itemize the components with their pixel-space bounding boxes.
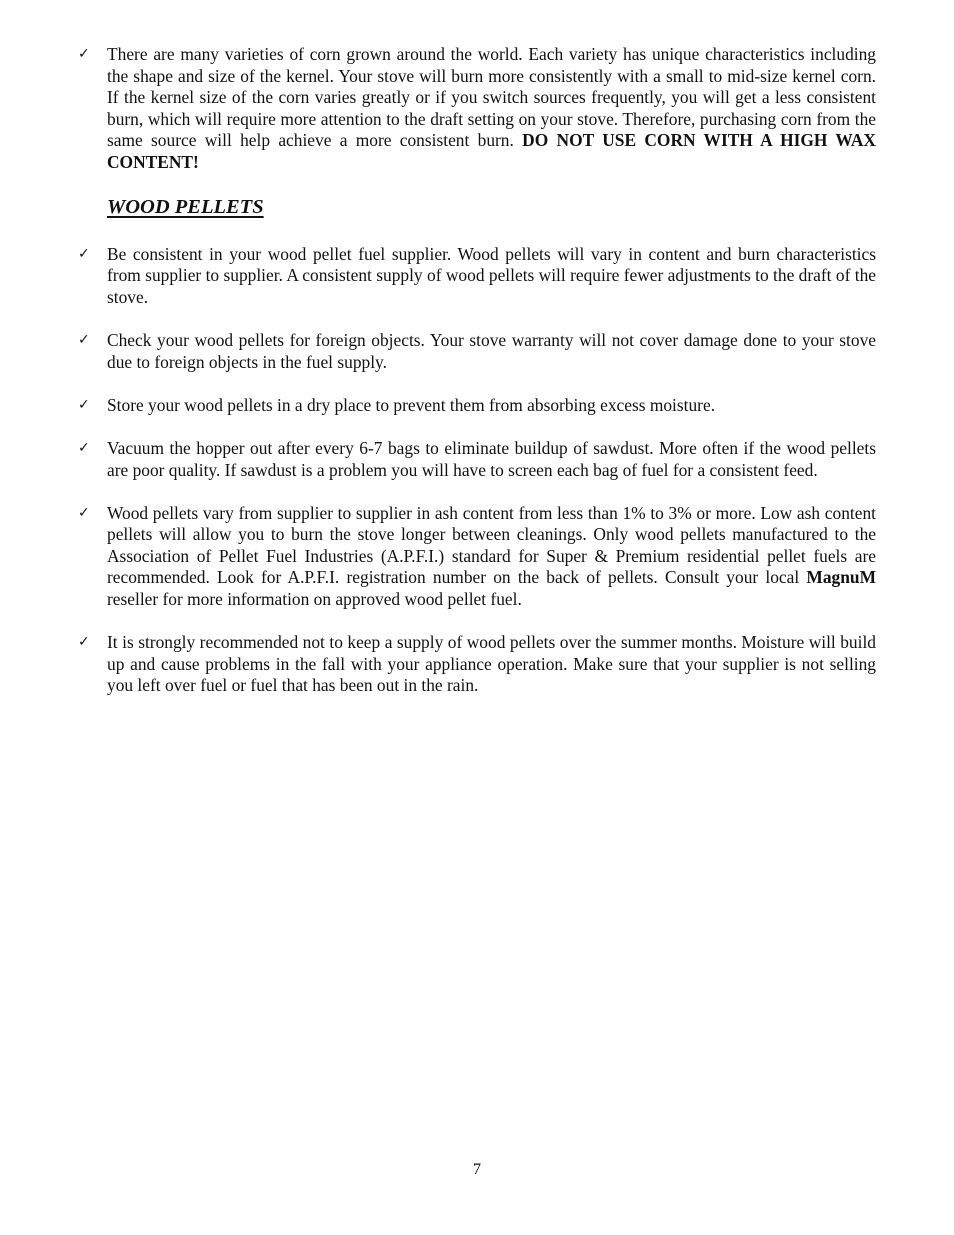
bullet-foreign-objects: [78, 330, 876, 373]
checkmark-icon: ✓: [78, 396, 90, 413]
bullet-text: Store your wood pellets in a dry place to prevent them from absorbing excess moisture.: [107, 394, 716, 415]
bullet-ash-content: [78, 503, 876, 611]
bullet-corn-varieties: [78, 44, 876, 174]
bullet-text-continued: reseller for more information on approved wood pellet fuel.: [107, 589, 522, 610]
document-body: [78, 44, 876, 719]
checkmark-icon: ✓: [78, 504, 90, 521]
bullet-text: Be consistent in your wood pellet fuel supplier. Wood pellets will vary in content and burn characteristics from supplier to supplier. A consistent supply of wood pellets will require fewer adjustments to the draft of the stove.: [107, 243, 876, 307]
brand-name: MagnuM: [806, 567, 876, 588]
bullet-dry-storage: [78, 395, 876, 417]
checkmark-icon: ✓: [78, 331, 90, 348]
checkmark-icon: ✓: [78, 634, 90, 651]
checkmark-icon: ✓: [78, 46, 90, 62]
bullet-vacuum-hopper: [78, 438, 876, 481]
corn-wax-warning: DO NOT USE CORN WITH A HIGH WAX CONTENT!: [107, 130, 876, 172]
bullet-text: Vacuum the hopper out after every 6-7 bags to eliminate buildup of sawdust. More often if the wood pellets are poor quality. If sawdust is a problem you will have to screen each bag of fuel for a consistent feed.: [107, 437, 876, 480]
checkmark-icon: ✓: [78, 439, 90, 456]
page-number: 7: [473, 1161, 481, 1178]
bullet-text: It is strongly recommended not to keep a supply of wood pellets over the summer months. Moisture will build up and cause problems in the fall with your appliance operation. Make sure that your supplier is not selling you left over fuel or fuel that has been out in the rain.: [107, 632, 876, 696]
bullet-text: There are many varieties of corn grown around the world. Each variety has unique characteristics including the shape and size of the kernel. Your stove will burn more consistently with a small to mid-size kernel corn. If the kernel size of the corn varies greatly or if you switch sources frequently, you will get a less consistent burn, which will require more attention to the draft setting on your stove. Therefore, purchasing corn from the same source will help achieve a more consistent burn.: [107, 44, 876, 151]
bullet-consistent-supplier: [78, 244, 876, 309]
bullet-text: Check your wood pellets for foreign objects. Your stove warranty will not cover damage done to your stove due to foreign objects in the fuel supply.: [107, 329, 876, 372]
bullet-text: Wood pellets vary from supplier to supplier in ash content from less than 1% to 3% or more. Low ash content pellets will allow you to burn the stove longer between cleanings. Only wood pellets manufactured to the Association of Pellet Fuel Industries (A.P.F.I.) standard for Super & Premium residential pellet fuels are recommended. Look for A.P.F.I. registration number on the back of pellets. Consult your local: [107, 502, 876, 588]
checkmark-icon: ✓: [78, 245, 90, 262]
bullet-summer-storage: [78, 632, 876, 697]
section-heading-wood-pellets: WOOD PELLETS: [107, 195, 264, 218]
